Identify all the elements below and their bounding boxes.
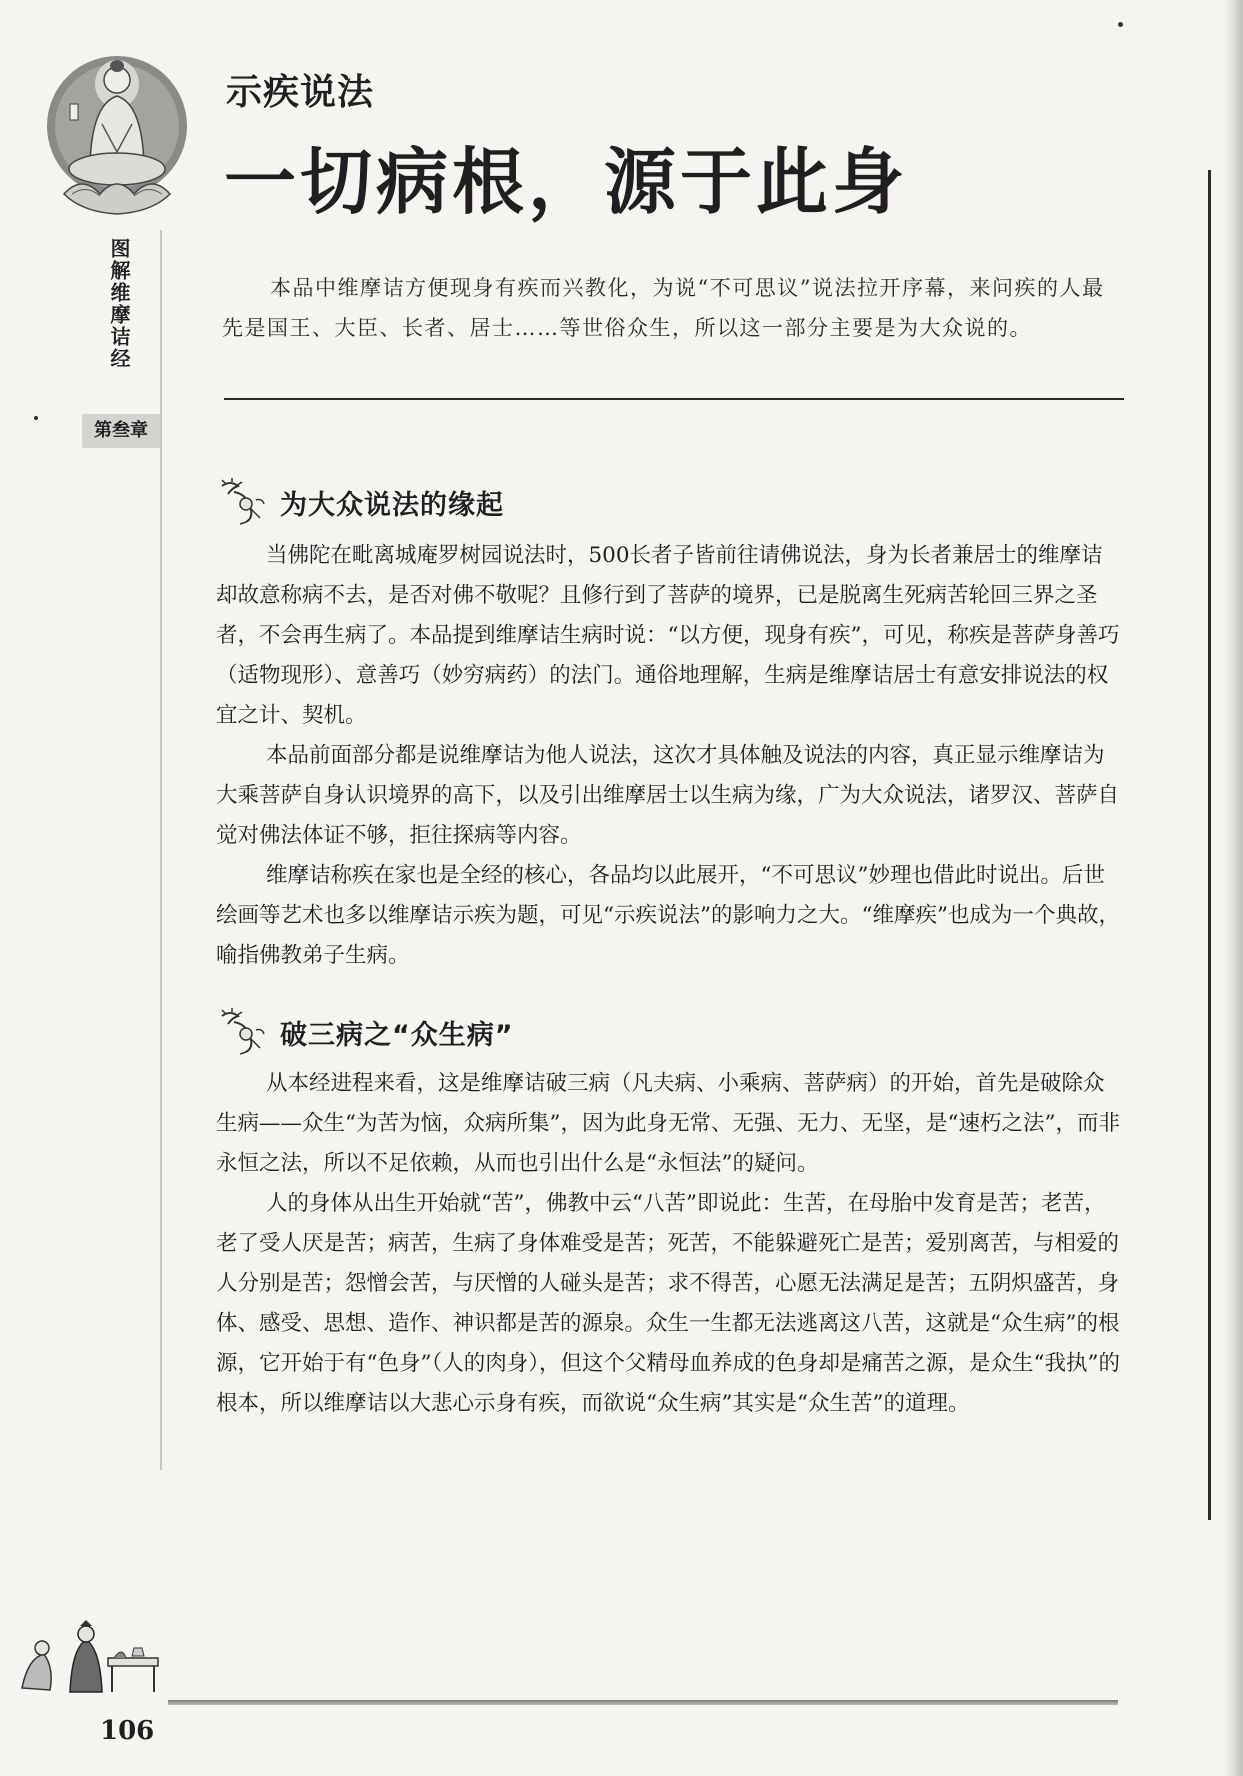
scholar-scene-icon — [14, 1618, 164, 1698]
body-paragraph: 人的身体从出生开始就“苦”，佛教中云“八苦”即说此：生苦，在母胎中发育是苦；老苦，老了受人厌是苦；病苦，生病了身体难受是苦；死苦，不能躲避死亡是苦；爱别离苦，与相爱的人分别是苦；怨憎会苦，与厌憎的人碰头是苦；求不得苦，心愿无法满足是苦；五阴炽盛苦，身体、感受、思想、造作、神识都是苦的源泉。众生一生都无法逃离这八苦，这就是“众生病”的根源，它开始于有“色身”（人的肉身），但这个父精母血养成的色身却是痛苦之源，是众生“我执”的根本，所以维摩诘以大悲心示身有疾，而欲说“众生病”其实是“众生苦”的道理。 — [216, 1191, 1120, 1416]
page-number: 106 — [100, 1716, 155, 1746]
body-paragraph: 当佛陀在毗离城庵罗树园说法时，500长者子皆前往请佛说法，身为长者兼居士的维摩诘却故意称病不去，是否对佛不敬呢？且修行到了菩萨的境界，已是脱离生死病苦轮回三界之圣者，不会再生病了。本品提到维摩诘生病时说：“以方便，现身有疾”，可见，称疾是菩萨身善巧（适物现形）、意善巧（妙穷病药）的法门。通俗地理解，生病是维摩诘居士有意安排说法的权宜之计、契机。 — [216, 543, 1120, 728]
sidebar-book-title: 图解维摩诘经 — [107, 238, 131, 370]
section-heading — [216, 478, 504, 526]
body-paragraph: 从本经进程来看，这是维摩诘破三病（凡夫病、小乘病、菩萨病）的开始，首先是破除众生病——众生“为苦为恼，众病所集”，因为此身无常、无强、无力、无坚，是“速朽之法”，而非永恒之法，所以不足依赖，从而也引出什么是“永恒法”的疑问。 — [216, 1071, 1120, 1176]
crane-pine-icon — [216, 1008, 272, 1056]
scan-speck — [1118, 22, 1123, 27]
buddha-emblem-icon — [42, 44, 192, 234]
page-title: 一切病根，源于此身 — [224, 140, 909, 224]
section-body — [216, 1064, 1124, 1424]
section-title: 为大众说法的缘起 — [280, 489, 504, 521]
body-paragraph: 维摩诘称疾在家也是全经的核心，各品均以此展开，“不可思议”妙理也借此时说出。后世绘画等艺术也多以维摩诘示疾为题，可见“示疾说法”的影响力之大。“维摩疾”也成为一个典故，喻指佛教弟子生病。 — [216, 863, 1120, 968]
page-edge-shadow — [1223, 0, 1243, 1776]
section-heading — [216, 1008, 514, 1056]
body-paragraph: 本品前面部分都是说维摩诘为他人说法，这次才具体触及说法的内容，真正显示维摩诘为大乘菩萨自身认识境界的高下，以及引出维摩居士以生病为缘，广为大众说法，诸罗汉、菩萨自觉对佛法体证不够，拒往探病等内容。 — [216, 743, 1120, 848]
section-title: 破三病之“众生病” — [280, 1019, 514, 1051]
crane-pine-icon — [216, 478, 272, 526]
intro-paragraph: 本品中维摩诘方便现身有疾而兴教化，为说“不可思议”说法拉开序幕，来问疾的人最先是国王、大臣、长者、居士……等世俗众生，所以这一部分主要是为大众说的。 — [222, 276, 1105, 340]
chapter-label: 第叁章 — [82, 414, 160, 448]
chapter-subtitle: 示疾说法 — [226, 71, 375, 113]
page-edge-line — [1208, 170, 1211, 1520]
header-divider — [224, 398, 1124, 400]
footer-divider — [168, 1700, 1118, 1705]
scan-speck — [34, 416, 38, 420]
section-body — [216, 536, 1124, 976]
